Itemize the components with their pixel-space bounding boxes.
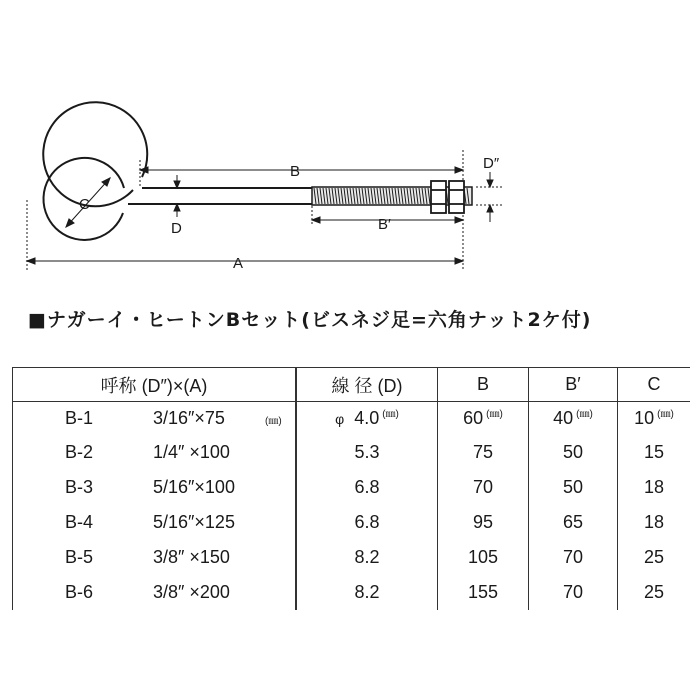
- row-size: 3/8″ ×200: [153, 582, 230, 602]
- header-dia: 線 径 (D): [296, 368, 438, 402]
- table-row: [13, 402, 691, 436]
- heading-text: ■ナガーイ・ヒートンBセット(ビスネジ足=六角ナット2ケ付): [28, 309, 592, 331]
- table-row: [13, 470, 691, 505]
- row-dia: 4.0: [354, 408, 380, 428]
- bolt-thread: [312, 187, 472, 205]
- unit-label: (㎜): [382, 409, 399, 420]
- label-a: A: [233, 255, 244, 272]
- row-b-prime: 50: [529, 470, 618, 505]
- row-dia: 5.3: [296, 435, 438, 470]
- row-code: B-4: [65, 512, 94, 532]
- row-c: 25: [618, 540, 691, 575]
- row-code: B-1: [65, 408, 94, 428]
- header-c: C: [618, 368, 691, 402]
- header-b-prime: B′: [529, 368, 618, 402]
- table-header-row: [13, 368, 691, 402]
- row-dia: 6.8: [296, 470, 438, 505]
- eye-ring: [43, 102, 147, 240]
- row-c: 18: [618, 505, 691, 540]
- table-row: [13, 540, 691, 575]
- row-c: 15: [618, 435, 691, 470]
- label-b-prime: B′: [378, 216, 391, 233]
- row-b: 105: [438, 540, 529, 575]
- row-b-prime: 65: [529, 505, 618, 540]
- row-c: 18: [618, 470, 691, 505]
- row-b: 155: [438, 575, 529, 610]
- row-size: 5/16″×100: [153, 477, 235, 497]
- table-row: [13, 435, 691, 470]
- row-code: B-2: [65, 442, 94, 462]
- row-code: B-6: [65, 582, 94, 602]
- row-c: 10: [634, 408, 655, 428]
- row-code: B-3: [65, 477, 94, 497]
- unit-label: (㎜): [657, 409, 674, 420]
- table-row: [13, 575, 691, 610]
- row-b-prime: 40: [553, 408, 574, 428]
- label-b: B: [290, 163, 301, 180]
- phi-symbol: φ: [335, 411, 345, 427]
- label-d: D: [171, 220, 182, 237]
- table-row: [13, 505, 691, 540]
- row-b: 60: [463, 408, 484, 428]
- spec-table: [12, 367, 690, 610]
- header-name: 呼称 (D″)×(A): [13, 368, 297, 402]
- row-code: B-5: [65, 547, 94, 567]
- row-b-prime: 70: [529, 540, 618, 575]
- row-size: 1/4″ ×100: [153, 442, 230, 462]
- row-dia: 8.2: [296, 575, 438, 610]
- row-dia: 6.8: [296, 505, 438, 540]
- section-heading: [28, 305, 591, 332]
- row-size: 5/16″×125: [153, 512, 235, 532]
- row-c: 25: [618, 575, 691, 610]
- row-b: 75: [438, 435, 529, 470]
- bolt-shank: [128, 188, 312, 204]
- unit-label: (㎜): [576, 409, 593, 420]
- header-b: B: [438, 368, 529, 402]
- unit-label: (㎜): [486, 409, 503, 420]
- row-dia: 8.2: [296, 540, 438, 575]
- row-size: 3/8″ ×150: [153, 547, 230, 567]
- label-c: C: [79, 196, 90, 213]
- eye-bolt-diagram: [0, 0, 700, 300]
- row-b-prime: 70: [529, 575, 618, 610]
- label-d-thread: D″: [483, 155, 500, 172]
- row-b-prime: 50: [529, 435, 618, 470]
- row-b: 70: [438, 470, 529, 505]
- row-b: 95: [438, 505, 529, 540]
- row-size: 3/16″×75: [153, 408, 225, 428]
- unit-label: (㎜): [265, 416, 282, 427]
